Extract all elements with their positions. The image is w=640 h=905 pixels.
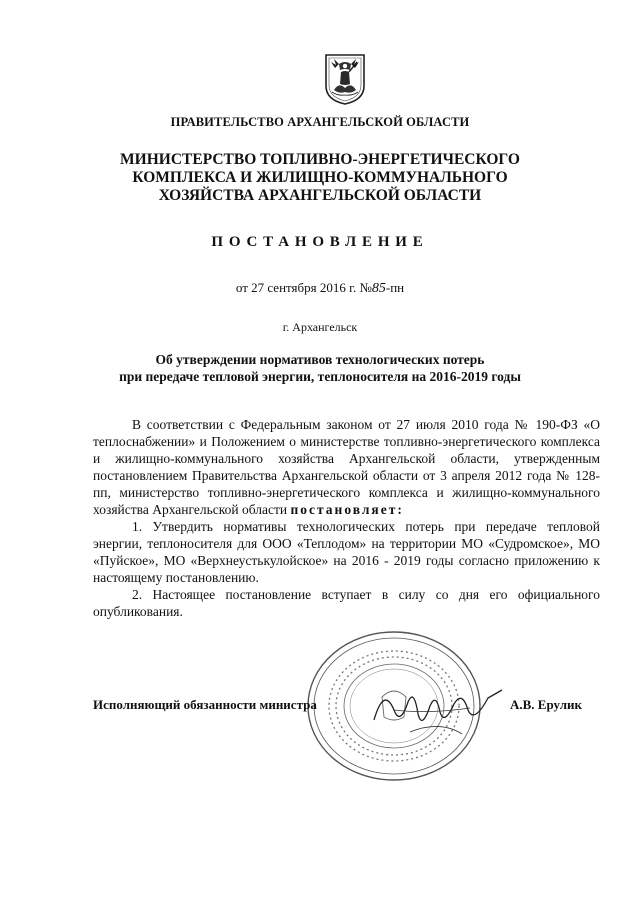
ministry-line: МИНИСТЕРСТВО ТОПЛИВНО-ЭНЕРГЕТИЧЕСКОГО <box>120 151 520 168</box>
ministry-line: ХОЗЯЙСТВА АРХАНГЕЛЬСКОЙ ОБЛАСТИ <box>158 187 482 204</box>
subject-line: при передаче тепловой энергии, теплоносителя на 2016-2019 годы <box>119 369 521 384</box>
item-1-paragraph: 1. Утвердить нормативы технологических потерь при передаче тепловой энергии, теплоносителя для ООО «Теплодом» на территории МО «Судромское», МО «Пуйское», МО «Верхнеустькулойское» на 2016 - 2019 годы согласно приложению к настоящему постановлению. <box>93 519 600 585</box>
document-date-number <box>0 280 640 297</box>
intro-text: В соответствии с Федеральным законом от 27 июля 2010 года № 190-ФЗ «О теплоснабжении» и Положением о министерстве топливно-энергетического комплекса и жилищно-коммунального хозяйства Архангельской области, утвержденным постановлением Правительства Архангельской области от 3 апреля 2012 года № 128-пп, министерство топливно-энергетического комплекса и жилищно-коммунального хозяйства Архангельской области <box>93 417 600 517</box>
ministry-name <box>0 151 640 205</box>
document-body <box>93 416 600 620</box>
ministry-line: КОМПЛЕКСА И ЖИЛИЩНО-КОММУНАЛЬНОГО <box>132 169 508 186</box>
government-name: ПРАВИТЕЛЬСТВО АРХАНГЕЛЬСКОЙ ОБЛАСТИ <box>170 115 470 129</box>
document-subject <box>0 351 640 385</box>
coat-of-arms-emblem <box>323 52 367 106</box>
city-line: г. Архангельск <box>282 320 358 334</box>
intro-paragraph <box>93 416 600 518</box>
document-type-title: ПОСТАНОВЛЕНИЕ <box>211 234 429 250</box>
resolves-word: постановляет: <box>290 502 404 517</box>
date-prefix: от 27 сентября 2016 г. № <box>235 280 372 295</box>
number-suffix: -пн <box>385 280 405 295</box>
signatory-position: Исполняющий обязанности министра <box>93 697 317 712</box>
signatory-name: А.В. Ерулик <box>510 697 582 712</box>
item-2-paragraph: 2. Настоящее постановление вступает в силу со дня его официального опубликования. <box>93 587 600 619</box>
handwritten-signature <box>370 680 510 740</box>
subject-line: Об утверждении нормативов технологических потерь <box>155 352 485 367</box>
handwritten-number: 85 <box>371 281 386 296</box>
